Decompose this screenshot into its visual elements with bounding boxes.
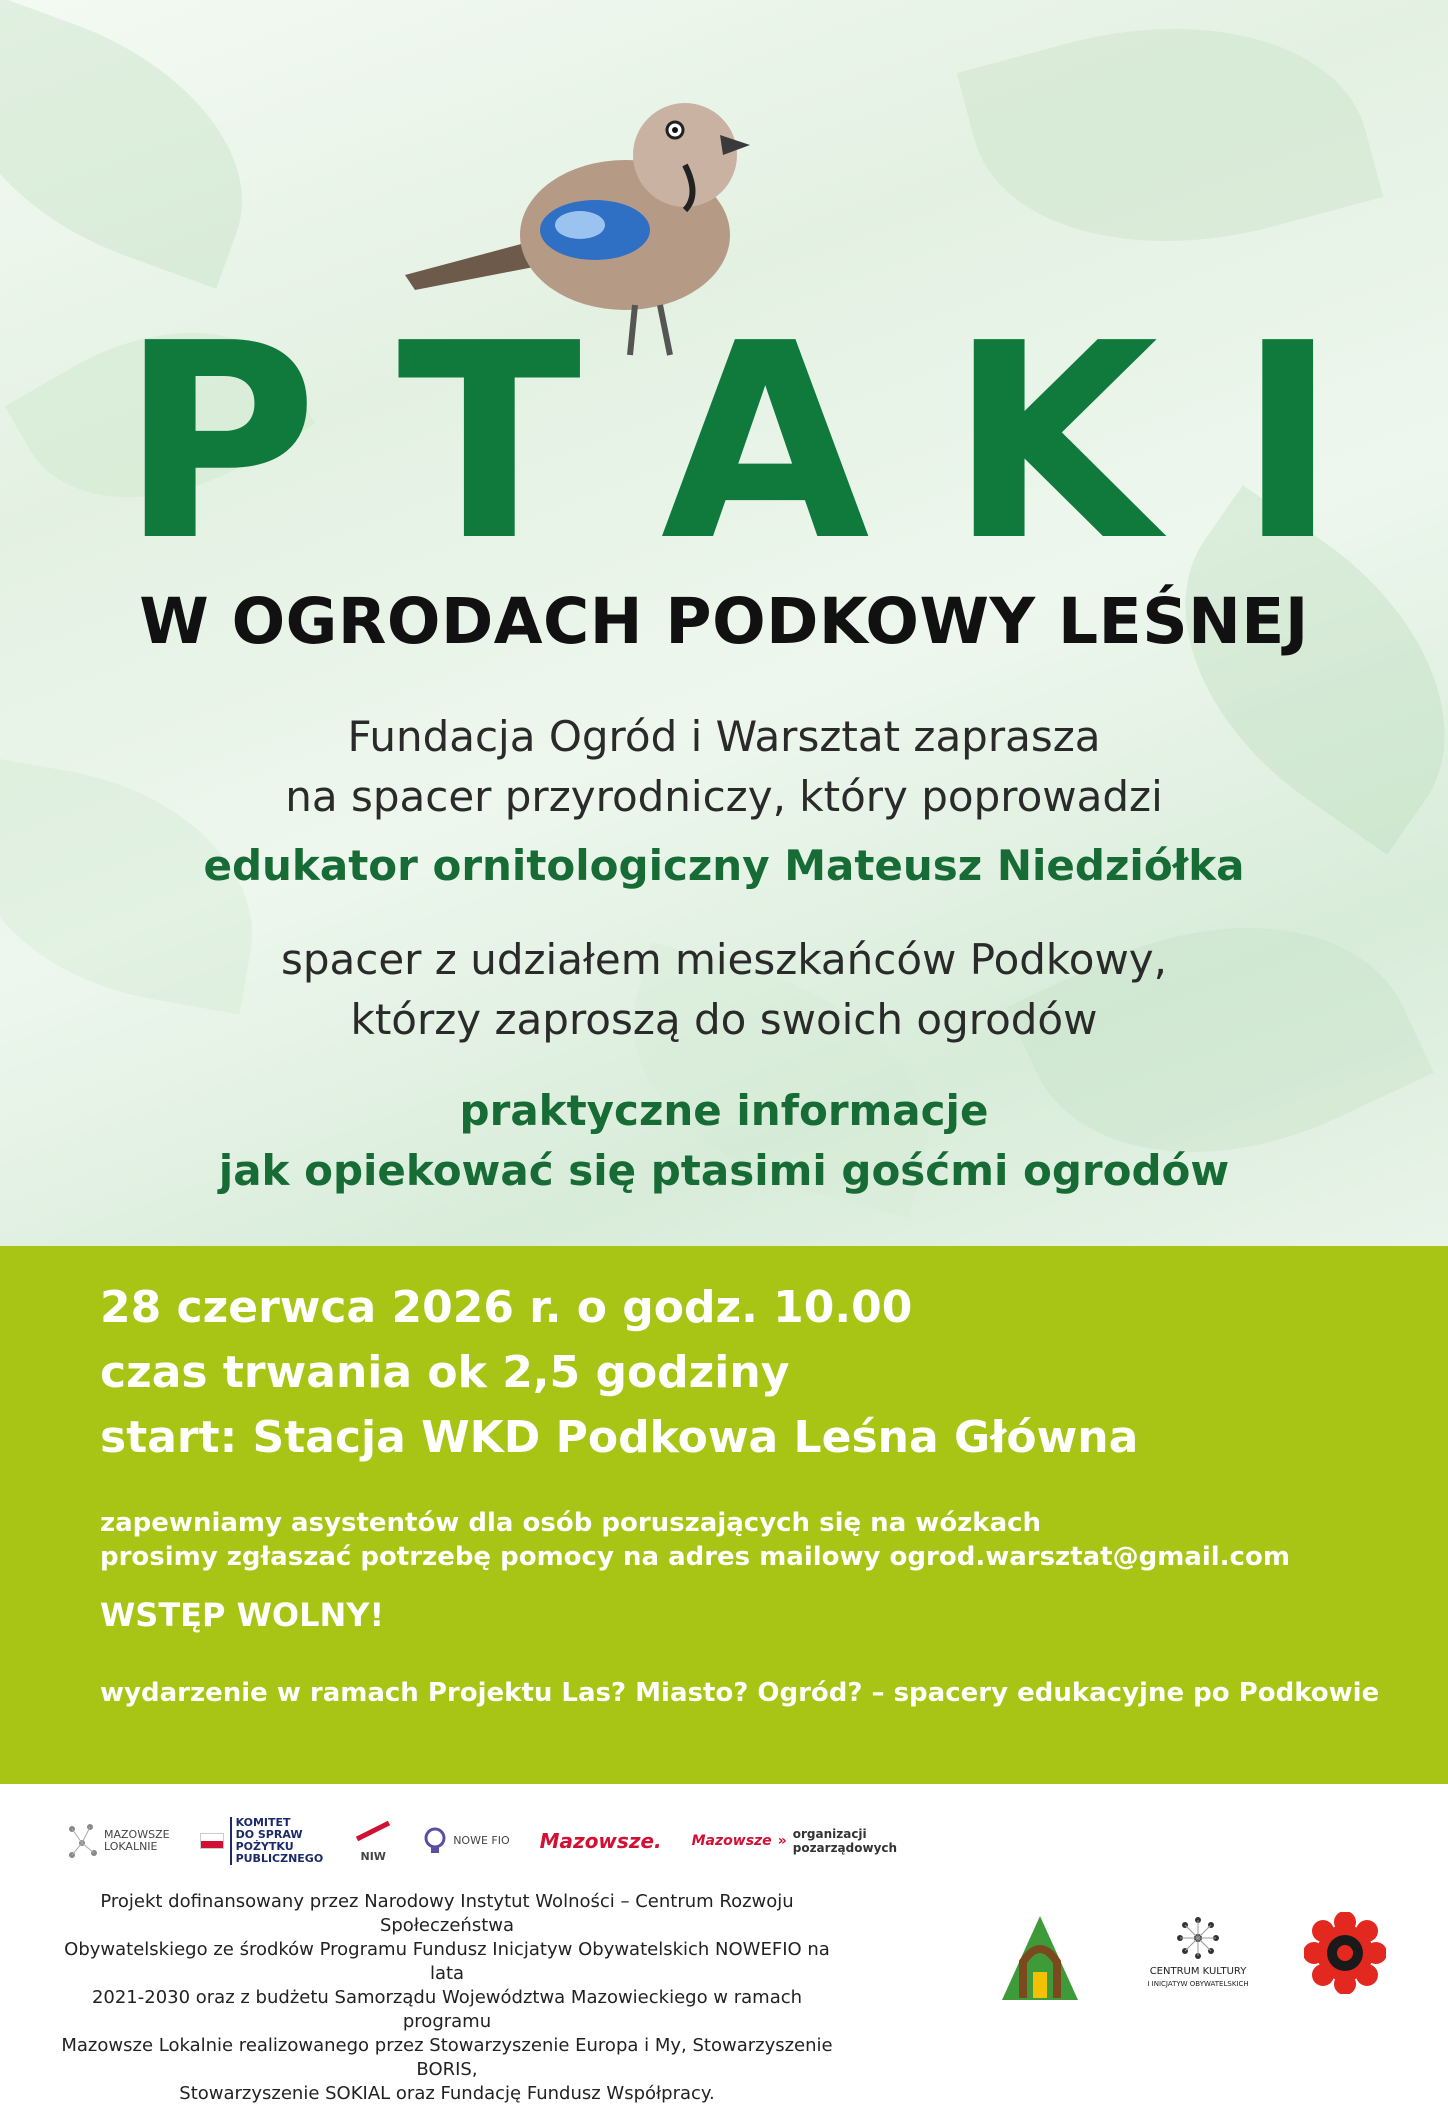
title-letter: I <box>1237 285 1338 600</box>
main-title <box>0 285 1448 600</box>
mazowsze-organizacji-logo: Mazowsze » organizacji pozarządowych <box>691 1827 898 1855</box>
event-start: start: Stacja WKD Podkowa Leśna Główna <box>100 1412 1139 1463</box>
title-letter: A <box>660 285 870 600</box>
intro-line: spacer z udziałem mieszkańców Podkowy, <box>280 935 1168 984</box>
polish-flag-icon <box>200 1833 224 1849</box>
free-entry: WSTĘP WOLNY! <box>100 1596 385 1634</box>
sponsor-logos <box>66 1816 897 1866</box>
centrum-kultury-logo: CENTRUM KULTURY I INICJATYW OBYWATELSKICH <box>1138 1914 1258 1990</box>
event-date: 28 czerwca 2026 r. o godz. 10.00 <box>100 1282 913 1333</box>
intro-line: którzy zaproszą do swoich ogrodów <box>350 995 1098 1044</box>
horseshoe-tree-logo <box>993 1912 1087 2006</box>
project-line: wydarzenie w ramach Projektu Las? Miasto? Ogród? – spacery edukacyjne po Podkowie <box>100 1678 1380 1708</box>
title-letter: P <box>120 285 318 600</box>
mazowsze-lokalnie-logo: MAZOWSZE LOKALNIE <box>66 1821 170 1861</box>
title-letter: K <box>948 285 1159 600</box>
star-network-icon <box>1174 1914 1222 1962</box>
mazowsze-logo: Mazowsze. <box>539 1829 662 1853</box>
leaf-decoration <box>957 0 1384 295</box>
educator-line: edukator ornitologiczny Mateusz Niedziółka <box>203 841 1245 890</box>
lightbulb-icon <box>423 1827 447 1855</box>
title-letter: T <box>397 285 582 600</box>
info-line: jak opiekować się ptasimi gośćmi ogrodów <box>218 1146 1230 1195</box>
komitet-logo: KOMITET DO SPRAW POŻYTKU PUBLICZNEGO <box>200 1817 324 1865</box>
assist-line: prosimy zgłaszać potrzebę pomocy na adres mailowy ogrod.warsztat@gmail.com <box>100 1542 1290 1572</box>
event-duration: czas trwania ok 2,5 godziny <box>100 1347 790 1398</box>
niw-logo: NIW <box>353 1819 393 1863</box>
assist-line: zapewniamy asystentów dla osób poruszających się na wózkach <box>100 1508 1042 1538</box>
subtitle: W OGRODACH PODKOWY LEŚNEJ <box>139 585 1309 658</box>
leaf-decoration <box>0 0 285 289</box>
double-chevron-icon: » <box>777 1833 787 1849</box>
gear-flower-icon <box>1304 1912 1386 1994</box>
nowe-fio-logo: NOWE FIO <box>423 1827 509 1855</box>
network-icon <box>66 1821 100 1861</box>
info-line: praktyczne informacje <box>459 1086 989 1135</box>
footer <box>0 1784 1448 2104</box>
funding-note: Projekt dofinansowany przez Narodowy Instytut Wolności – Centrum Rozwoju Społeczeństwa Obywatelskiego ze środków Programu Fundusz Inicjatyw Obywatelskich NOWEFIO na lata 2021-2030 oraz z budżetu Samorządu Województwa Mazowieckiego w ramach programu Mazowsze Lokalnie realizowanego przez Stowarzyszenie Europa i My, Stowarzyszenie BORIS, Stowarzyszenie SOKIAL oraz Fundację Fundusz Współpracy. <box>61 1891 833 2104</box>
intro-line: Fundacja Ogród i Warsztat zaprasza <box>347 712 1101 761</box>
intro-line: na spacer przyrodniczy, który poprowadzi <box>285 772 1163 821</box>
niw-icon <box>353 1819 393 1847</box>
event-details-band <box>0 1246 1448 1784</box>
